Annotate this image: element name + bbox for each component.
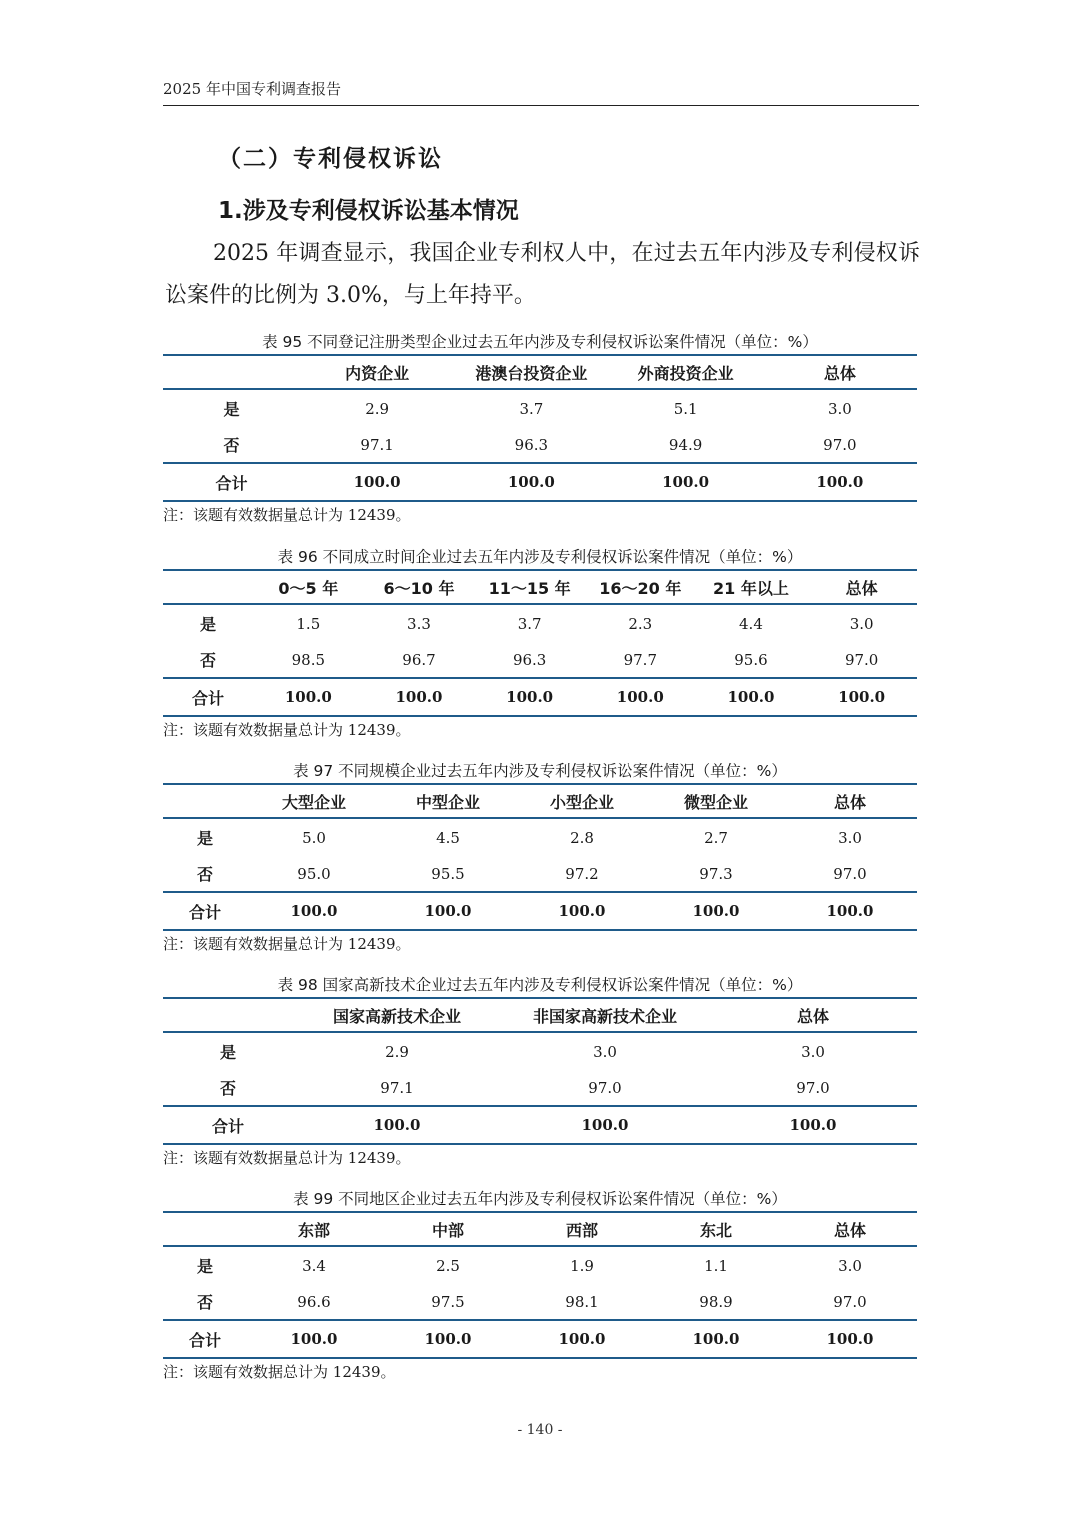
table-total-row [163,1106,917,1144]
column-header: 总体 [833,1220,866,1240]
table-total-row [163,678,917,716]
table-cell: 4.4 [739,614,763,633]
table-cell: 100.0 [424,1330,472,1348]
table-cell: 97.1 [380,1078,414,1097]
data-table [163,997,917,1145]
row-label: 是 [199,615,216,634]
table-row [163,1032,917,1070]
table-cell: 2.8 [570,828,594,847]
table-header-row [163,355,917,389]
table-cell: 100.0 [692,902,740,920]
column-header: 总体 [845,578,878,598]
table-cell: 100.0 [816,473,864,491]
table-caption: 表 96 不同成立时间企业过去五年内涉及专利侵权诉讼案件情况（单位：%） [277,548,803,566]
table-cell: 5.1 [673,399,698,418]
column-header: 外商投资企业 [637,363,734,383]
table-cell: 97.5 [431,1292,465,1311]
subsection-title: 1.涉及专利侵权诉讼基本情况 [218,198,519,224]
table-note: 注：该题有效数据量总计为 12439。 [163,506,411,524]
table-cell: 3.0 [838,1256,862,1275]
table-cell: 97.0 [833,864,867,883]
data-table [163,783,917,931]
table-header-row [163,998,917,1032]
table-total-row [163,463,917,501]
table-cell: 100.0 [290,1330,338,1348]
table-cell: 97.7 [623,650,657,669]
table-cell: 3.7 [519,399,544,418]
column-header: 21 年以上 [713,578,789,598]
column-header: 内资企业 [345,363,410,383]
column-header: 中型企业 [415,792,480,812]
table-row [163,818,917,856]
section-title: （二）专利侵权诉讼 [218,146,443,172]
row-label: 否 [219,1079,236,1098]
table-cell: 4.5 [436,828,460,847]
table-cell: 3.0 [593,1042,617,1061]
column-header: 0～5 年 [278,578,339,598]
table-cell: 96.3 [514,435,549,454]
column-header: 国家高新技术企业 [332,1006,461,1026]
table-cell: 100.0 [662,473,710,491]
table-cell: 96.3 [512,650,547,669]
table-total-row [163,1320,917,1358]
table-cell: 2.9 [365,399,390,418]
row-label: 合计 [215,473,248,493]
column-header: 总体 [796,1006,829,1026]
table-cell: 2.5 [436,1256,460,1275]
table-cell: 97.0 [796,1078,830,1097]
table-cell: 97.3 [699,864,733,883]
table-row [163,856,917,892]
table-cell: 2.9 [385,1042,409,1061]
table-row [163,604,917,642]
table-98-block [163,973,917,1171]
table-cell: 100.0 [558,1330,606,1348]
table-cell: 5.0 [302,828,326,847]
column-header: 中部 [431,1220,464,1240]
table-cell: 96.7 [402,650,436,669]
table-row [163,1070,917,1106]
table-cell: 100.0 [692,1330,740,1348]
table-cell: 96.6 [297,1292,331,1311]
table-cell: 97.0 [844,650,879,669]
table-note: 注：该题有效数据量总计为 12439。 [163,1149,411,1167]
table-cell: 100.0 [507,473,555,491]
table-cell: 100.0 [616,688,664,706]
column-header: 大型企业 [281,792,346,812]
data-table [163,354,917,502]
table-cell: 100.0 [581,1116,629,1134]
table-note: 注：该题有效数据总计为 12439。 [163,1363,396,1381]
column-header: 东北 [699,1220,732,1240]
table-header-row [163,570,917,604]
table-cell: 100.0 [826,902,874,920]
table-cell: 1.5 [296,614,321,633]
table-cell: 98.5 [291,650,326,669]
column-header: 微型企业 [683,792,748,812]
table-cell: 3.0 [838,828,862,847]
table-row [163,1284,917,1320]
data-table [163,569,917,717]
table-cell: 3.4 [302,1256,326,1275]
table-cell: 3.0 [827,399,852,418]
table-caption: 表 97 不同规模企业过去五年内涉及专利侵权诉讼案件情况（单位：%） [293,762,787,780]
table-caption: 表 95 不同登记注册类型企业过去五年内涉及专利侵权诉讼案件情况（单位：%） [262,333,818,351]
table-cell: 2.7 [704,828,728,847]
table-cell: 95.5 [431,864,465,883]
row-label: 是 [196,1257,213,1276]
column-header: 东部 [297,1220,330,1240]
table-cell: 100.0 [284,688,332,706]
table-cell: 100.0 [353,473,401,491]
table-cell: 97.1 [360,435,394,454]
table-cell: 100.0 [373,1116,421,1134]
table-row [163,427,917,463]
table-cell: 97.2 [565,864,599,883]
table-cell: 98.1 [565,1292,599,1311]
table-96-block [163,545,917,743]
table-cell: 100.0 [727,688,775,706]
table-cell: 100.0 [558,902,606,920]
table-cell: 94.9 [668,435,703,454]
column-header: 总体 [833,792,866,812]
table-note: 注：该题有效数据量总计为 12439。 [163,721,411,739]
table-cell: 3.0 [849,614,874,633]
table-cell: 1.9 [570,1256,594,1275]
running-header: 2025 年中国专利调查报告 [163,78,919,106]
table-cell: 95.6 [734,650,768,669]
table-caption: 表 99 不同地区企业过去五年内涉及专利侵权诉讼案件情况（单位：%） [293,1190,787,1208]
table-cell: 97.0 [833,1292,867,1311]
table-cell: 100.0 [290,902,338,920]
table-cell: 100.0 [838,688,886,706]
table-cell: 3.7 [517,614,542,633]
table-row [163,1246,917,1284]
data-table [163,1211,917,1359]
table-cell: 98.9 [699,1292,733,1311]
table-note: 注：该题有效数据量总计为 12439。 [163,935,411,953]
column-header: 6～10 年 [383,578,455,598]
table-cell: 97.0 [588,1078,622,1097]
table-row [163,389,917,427]
table-cell: 95.0 [297,864,331,883]
column-header: 非国家高新技术企业 [532,1006,677,1026]
row-label: 否 [196,865,213,884]
table-cell: 2.3 [628,614,653,633]
column-header: 总体 [823,363,856,383]
table-cell: 100.0 [789,1116,837,1134]
row-label: 是 [219,1043,236,1062]
column-header: 11～15 年 [488,578,571,598]
row-label: 是 [223,400,240,419]
column-header: 港澳台投资企业 [475,363,588,383]
column-header: 小型企业 [549,792,614,812]
table-total-row [163,892,917,930]
column-header: 16～20 年 [599,578,682,598]
row-label: 否 [223,436,240,455]
table-cell: 3.0 [801,1042,825,1061]
row-label: 合计 [188,1330,221,1350]
table-row [163,642,917,678]
table-95-block [163,330,917,528]
table-cell: 100.0 [826,1330,874,1348]
row-label: 否 [196,1293,213,1312]
row-label: 合计 [188,902,221,922]
table-header-row [163,1212,917,1246]
table-cell: 1.1 [704,1256,728,1275]
table-99-block [163,1187,917,1385]
column-header: 西部 [565,1220,598,1240]
table-cell: 100.0 [424,902,472,920]
table-cell: 100.0 [506,688,554,706]
page-number: - 140 - [517,1422,563,1438]
row-label: 否 [199,651,216,670]
body-paragraph: 2025 年调查显示，我国企业专利权人中，在过去五年内涉及专利侵权诉讼案件的比例为 3.0%，与上年持平。 [165,241,920,308]
row-label: 是 [196,829,213,848]
table-caption: 表 98 国家高新技术企业过去五年内涉及专利侵权诉讼案件情况（单位：%） [277,976,803,994]
table-cell: 100.0 [395,688,443,706]
table-cell: 97.0 [823,435,857,454]
table-cell: 3.3 [407,614,431,633]
row-label: 合计 [211,1116,244,1136]
table-header-row [163,784,917,818]
table-97-block [163,759,917,957]
row-label: 合计 [191,688,224,708]
